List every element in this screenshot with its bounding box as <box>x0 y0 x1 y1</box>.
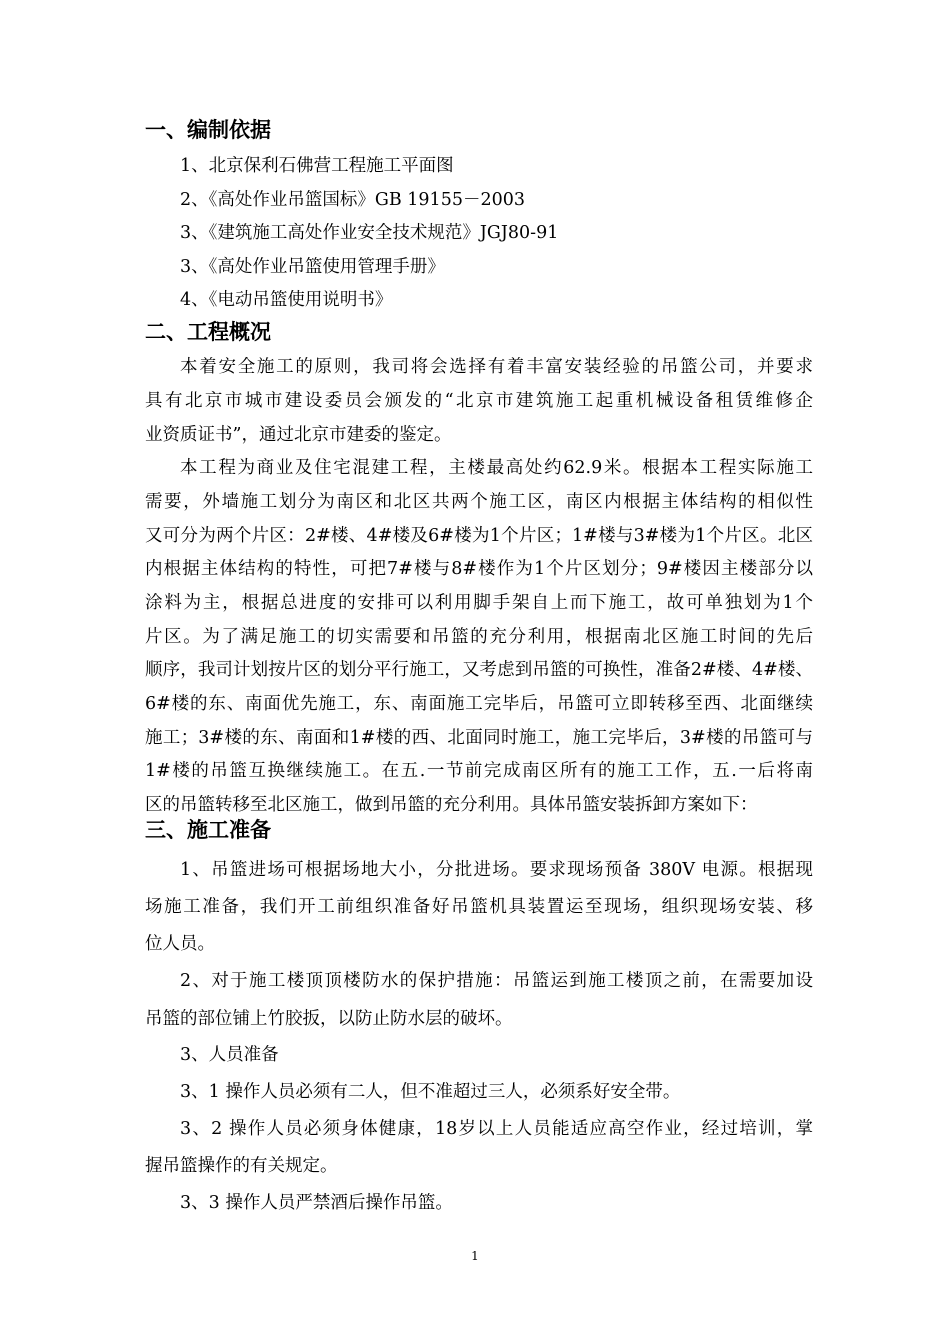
overview-line: 区的吊篮转移至北区施工，做到吊篮的充分利用。具体吊篮安装拆卸方案如下： <box>145 795 758 815</box>
page-number: 1 <box>471 1249 479 1263</box>
preparation-line: 2、对于施工楼顶顶楼防水的保护措施：吊篮运到施工楼顶之前，在需要加设 <box>180 971 813 991</box>
overview-line: 施工；3#楼的东、南面和1#楼的西、北面同时施工，施工完毕后，3#楼的吊篮可与 <box>145 728 813 748</box>
overview-line: 业资质证书”，通过北京市建委的鉴定。 <box>145 425 452 445</box>
overview-line: 具有北京市城市建设委员会颁发的“北京市建筑施工起重机械设备租赁维修企 <box>145 391 813 411</box>
overview-line: 本工程为商业及住宅混建工程，主楼最高处约62.9米。根据本工程实际施工 <box>180 458 813 478</box>
preparation-line: 3、人员准备 <box>180 1045 279 1065</box>
preparation-line: 1、吊篮进场可根据场地大小，分批进场。要求现场预备 380V 电源。根据现 <box>180 860 813 880</box>
section-heading-overview: 二、工程概况 <box>145 320 271 344</box>
preparation-line: 握吊篮操作的有关规定。 <box>145 1156 338 1176</box>
preparation-line: 位人员。 <box>145 934 215 954</box>
overview-line: 需要，外墙施工划分为南区和北区共两个施工区，南区内根据主体结构的相似性 <box>145 492 813 512</box>
basis-item: 2、《高处作业吊篮国标》GB 19155－2003 <box>180 190 525 210</box>
section-heading-preparation: 三、施工准备 <box>145 818 271 842</box>
basis-item: 1、北京保利石佛营工程施工平面图 <box>180 156 454 176</box>
preparation-line: 吊篮的部位铺上竹胶扳，以防止防水层的破坏。 <box>145 1009 513 1029</box>
overview-line: 6#楼的东、南面优先施工，东、南面施工完毕后，吊篮可立即转移至西、北面继续 <box>145 694 813 714</box>
overview-line: 1#楼的吊篮互换继续施工。在五.一节前完成南区所有的施工工作，五.一后将南 <box>145 761 813 781</box>
basis-item: 3、《高处作业吊篮使用管理手册》 <box>180 257 445 277</box>
preparation-line: 场施工准备，我们开工前组织准备好吊篮机具装置运至现场，组织现场安装、移 <box>145 897 813 917</box>
overview-line: 本着安全施工的原则，我司将会选择有着丰富安装经验的吊篮公司，并要求 <box>180 357 813 377</box>
preparation-line: 3、1 操作人员必须有二人，但不准超过三人，必须系好安全带。 <box>180 1082 681 1102</box>
overview-line: 涂料为主，根据总进度的安排可以利用脚手架自上而下施工，故可单独划为1个 <box>145 593 813 613</box>
basis-item: 4、《电动吊篮使用说明书》 <box>180 290 393 310</box>
preparation-line: 3、3 操作人员严禁酒后操作吊篮。 <box>180 1193 453 1213</box>
overview-line: 顺序，我司计划按片区的划分平行施工，又考虑到吊篮的可换性，准备2#楼、4#楼、 <box>145 660 813 680</box>
overview-line: 又可分为两个片区：2#楼、4#楼及6#楼为1个片区；1#楼与3#楼为1个片区。北区 <box>145 526 813 546</box>
section-heading-basis: 一、编制依据 <box>145 118 271 142</box>
overview-line: 内根据主体结构的特性，可把7#楼与8#楼作为1个片区划分；9#楼因主楼部分以 <box>145 559 813 579</box>
preparation-line: 3、2 操作人员必须身体健康，18岁以上人员能适应高空作业，经过培训，掌 <box>180 1119 813 1139</box>
overview-line: 片区。为了满足施工的切实需要和吊篮的充分利用，根据南北区施工时间的先后 <box>145 627 813 647</box>
basis-item: 3、《建筑施工高处作业安全技术规范》JGJ80-91 <box>180 223 559 243</box>
